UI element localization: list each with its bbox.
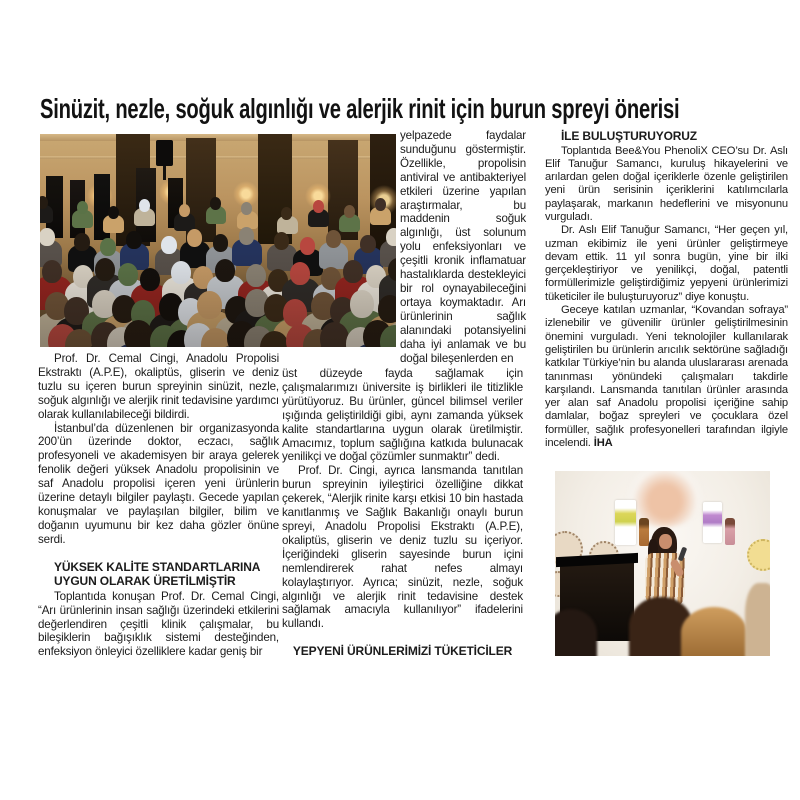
audience-head	[745, 583, 770, 656]
article-column-2	[282, 367, 523, 660]
news-agency-credit: İHA	[593, 437, 613, 450]
article-paragraph: Dr. Aslı Elif Tanuğur Samancı, “Her geçen yıl, uzman ekibimiz ile yeni ürünler geliştirmeye devam ettik. 11 yıl sonra bugün, yine bir ilki gerçekleştiriyor ve yenilikçi, doğal, patentli formüllerimizle geliştirdiğimiz yepyeni ürünlerimizi tüketiciler ile buluşturuyoruz” diye konuştu.	[545, 224, 788, 303]
speaker-presentation-photo	[555, 471, 770, 656]
subhead-line: YÜKSEK KALİTE STANDARTLARINA	[54, 559, 261, 574]
conference-audience-photo	[40, 134, 396, 347]
article-column-2-wrap	[400, 129, 526, 365]
subhead-line: UYGUN OLARAK ÜRETİLMİŞTİR	[54, 574, 236, 589]
microphone	[678, 547, 687, 562]
article-paragraph: İstanbul’da düzenlenen bir organizasyonda 200’ün üzerinde doktor, eczacı, sağlık profesyoneli ve akademisyen bir araya gelerek fenolik değeri yüksek Anadolu propolisinin ve saf Anadolu propolisi içeren yeni ürünlerin üzerine detaylı bilgiler paylaştı. Gecede yapılan konuşmalar ve paylaşılan bilgiler, bilim ve doğanın uyumunu bir kez daha gözler önüne serdi.	[38, 421, 279, 546]
article-paragraph: yelpazede faydalar sunduğunu göstermiştir. Özellikle, propolisin antiviral ve antibakteriyel etkileri üzerine yapılan araştırmalar, bu maddenin soğuk algınlığı, üst solunum yolu enfeksiyonları ve çeşitli kronik inflamatuar hastalıklarda destekleyici bir rol oynayabileceğini ortaya koymaktadır. Arı ürünlerinin sağlık alanındaki potansiyelini daha iyi anlamak ve bu doğal bileşenlerden en	[400, 129, 526, 365]
product-box-yellow	[615, 500, 636, 545]
section-subhead	[38, 560, 279, 589]
product-bottle-pink	[725, 518, 735, 545]
audience-head-blonde	[681, 607, 747, 656]
article-paragraph	[545, 304, 788, 450]
article-column-1	[38, 352, 279, 659]
article-paragraph-text: Geceye katılan uzmanlar, “Kovandan sofraya” izlenebilir ve güvenilir ürünler geliştirilmesinin önemini vurguladı. Yeni teknolojiler kullanılarak geliştirilen bu ürünlerin arıcılık sektörüne sağladığı katkılar Türkiye’nin bu alanda uluslararası arenada tanınması yönündeki çalışmaları takdirle karşılandı. Lansmanda tanıtılan ürünler arasında yer alan saf Anadolu propolisi içeriğine sahip damlalar, boğaz spreyleri ve çocuklara özel formüller, sağlık profesyonelleri tarafından ilgiyle incelendi.	[545, 304, 788, 450]
article-paragraph: Prof. Dr. Cemal Cingi, Anadolu Propolisi Ekstraktı (A.P.E), okaliptüs, gliserin ve deniz tuzlu su içeren burun spreyinin sinüzit, nezle, soğuk algınlığı ve alerjik rinit tedavisine yardımcı olarak kullanılabileceği bildirdi.	[38, 352, 279, 421]
article-column-3	[545, 129, 788, 450]
article-paragraph: Prof. Dr. Cingi, ayrıca lansmanda tanıtılan burun spreyinin iyileştirici özelliğine dikkat çekerek, “Alerjik rinite karşı etkisi 10 bin hastada kanıtlanmış ve Sağlık Bakanlığı onaylı burun spreyi, Anadolu Propolisi Ekstraktı (A.P.E), okaliptüs, gliserin ve deniz tuzlu su içeriyor. İçeriğindeki gliserin sayesinde burun içini nemlendirerek rahat nefes almayı kolaylaştırıyor. Ayrıca; sinüzit, nezle, soğuk algınlığı ve alerjik rinit tedavisine destek sağlamak amacıyla kullanılıyor” ifadelerini kullandı.	[282, 464, 523, 631]
speaker-face	[659, 534, 672, 549]
photo-shading	[40, 134, 396, 347]
article-paragraph: Toplantıda Bee&You PhenoliX CEO’su Dr. Aslı Elif Tanuğur Samancı, kuruluş hikayelerini ve arılardan gelen doğal içeriklerle özenle geliştirilen yeni ürün serisinin içeriklerini katılımcılarla paylaşarak, markanın hedeflerini ve misyonunu vurguladı.	[545, 144, 788, 223]
article-paragraph: üst düzeyde fayda sağlamak için çalışmalarımızı üniversite iş birlikleri ile titizlikle yürütüyoruz. Bu ürünler, güncel bilimsel veriler ışığında geliştirildiği gibi, aynı zamanda yüksek kalite standartlarına uygun olarak üretilmiştir. Amacımız, toplum sağlığına katkıda bulunacak yenilikçi ve doğal çözümler sunmaktır” dedi.	[282, 367, 523, 464]
headline: Sinüzit, nezle, soğuk algınlığı ve alerjik rinit için burun spreyi önerisi	[40, 93, 680, 124]
section-subhead: İLE BULUŞTURUYORUZ	[561, 129, 697, 143]
article-paragraph: Toplantıda konuşan Prof. Dr. Cemal Cingi, “Arı ürünlerinin insan sağlığı üzerindeki etkilerini değerlendiren çeşitli klinik çalışmalar, bu bileşiklerin bağışıklık sistemi desteğinden, enfeksiyon önleyici özelliklere kadar geniş bir	[38, 589, 279, 659]
product-box-purple	[703, 502, 722, 543]
section-subhead: YEPYENİ ÜRÜNLERİMİZİ TÜKETİCİLER	[292, 644, 513, 659]
